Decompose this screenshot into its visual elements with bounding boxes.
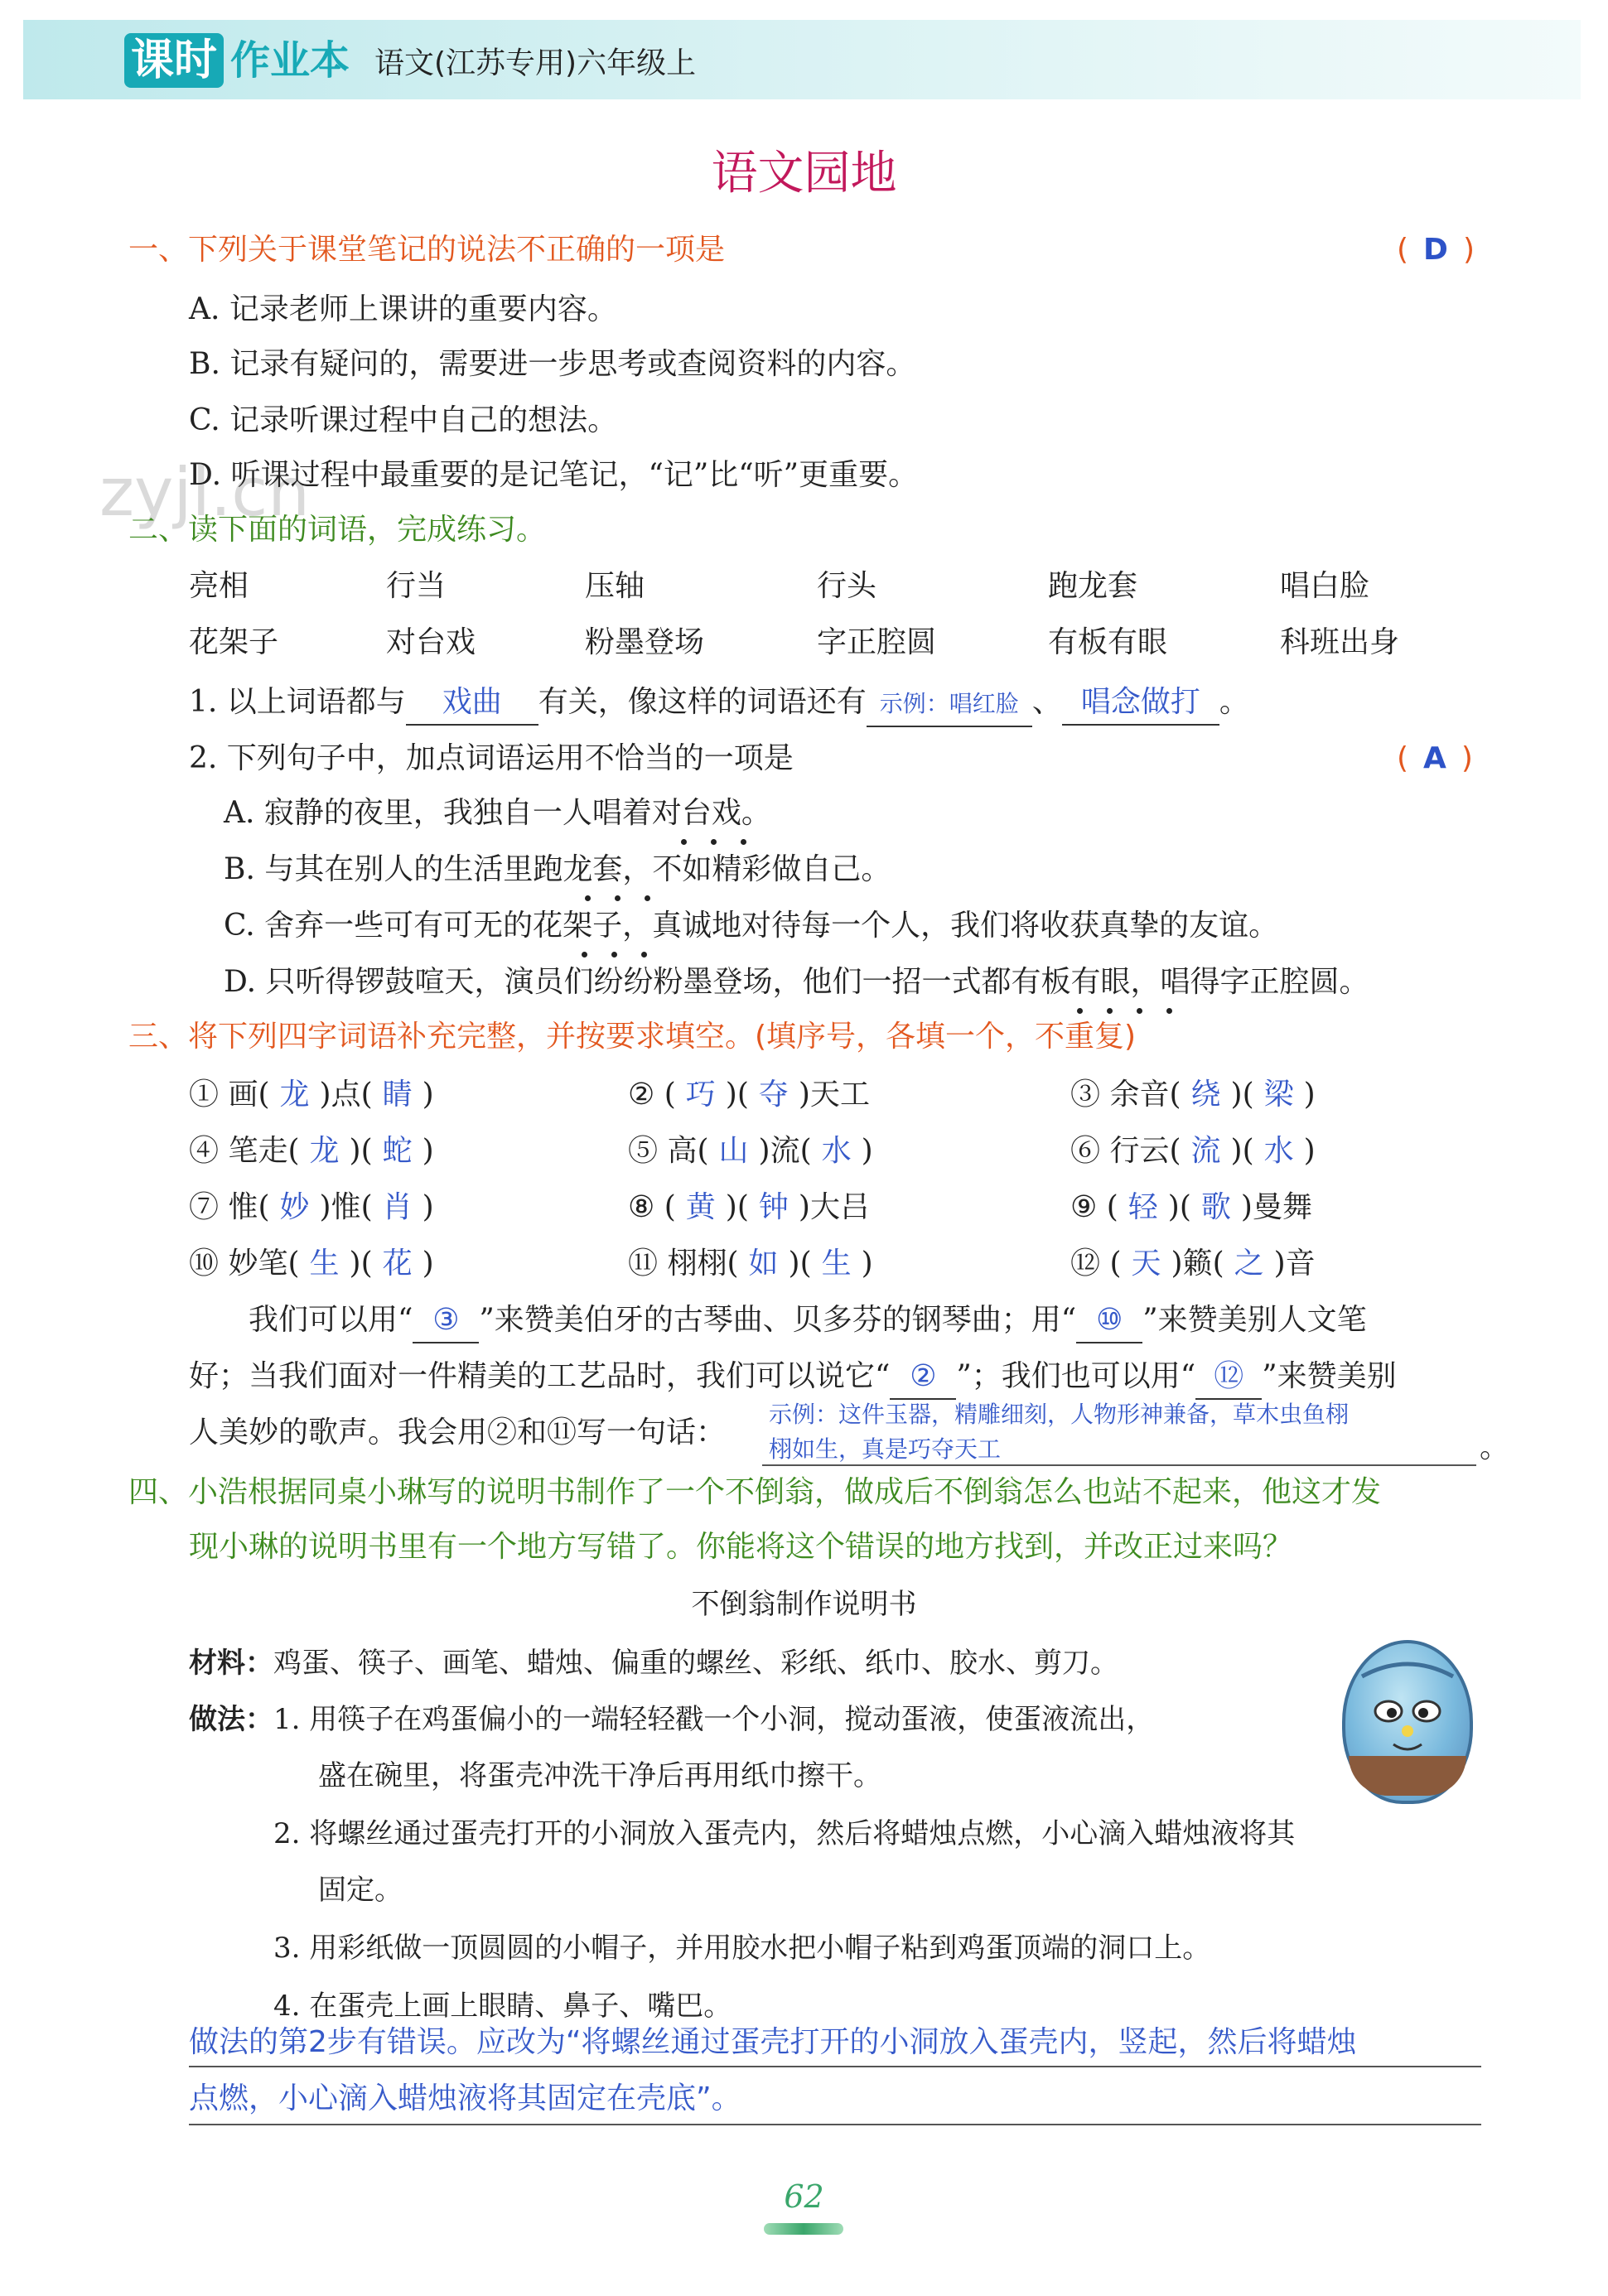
idiom-answer: 天	[1131, 1247, 1161, 1281]
method-step1-line2: 盛在碗里，将蛋壳冲洗干净后再用纸巾擦干。	[318, 1759, 881, 1792]
page-number: 62	[784, 2178, 824, 2215]
q2-sub2-answer-letter: A	[1423, 741, 1446, 775]
word-item: 有板有眼	[1048, 625, 1168, 659]
word-item: 字正腔圆	[817, 625, 937, 659]
word-item: 对台戏	[386, 625, 476, 659]
emphasis-dot	[741, 839, 746, 845]
idiom-answer: 山	[718, 1134, 749, 1168]
idiom-text: )(	[788, 1247, 812, 1281]
q3-text: ”；我们也可以用“	[956, 1359, 1196, 1393]
idiom-num: ⑥	[1070, 1134, 1101, 1168]
q3-answer: ③	[413, 1299, 479, 1343]
method-step2-line1: 2. 将螺丝通过蛋壳打开的小洞放入蛋壳内，然后将蜡烛点燃，小心滴入蜡烛液将其	[273, 1817, 1296, 1850]
q2-sub1-answer2: 示例：唱红脸	[867, 683, 1032, 727]
idiom-answer: 如	[748, 1247, 779, 1281]
q1-option-d: D. 听课过程中最重要的是记笔记，“记”比“听”更重要。	[189, 458, 919, 492]
idiom-text: )籁(	[1171, 1247, 1224, 1281]
manual-title: 不倒翁制作说明书	[691, 1588, 917, 1621]
q1-option-c: C. 记录听课过程中自己的想法。	[189, 403, 618, 437]
idiom-text: )(	[725, 1078, 749, 1112]
idiom-text: )曼舞	[1240, 1190, 1312, 1224]
idiom-num: ③	[1070, 1078, 1101, 1112]
idiom-answer: 轻	[1128, 1190, 1158, 1224]
q3-text: ”来赞美别	[1262, 1359, 1397, 1393]
q2-sub2-answer: ( A )	[1397, 741, 1473, 775]
idiom-text: )	[422, 1134, 434, 1168]
idiom-answer: 肖	[382, 1190, 413, 1224]
step-text: 1. 用筷子在鸡蛋偏小的一端轻轻戳一个小洞，搅动蛋液，使蛋液流出，	[273, 1703, 1155, 1736]
word-item: 压轴	[585, 569, 645, 603]
q1-answer: ( D )	[1397, 233, 1475, 267]
idiom-num: ⑪	[628, 1247, 659, 1281]
q4-answer-2: 点燃，小心滴入蜡烛液将其固定在壳底”。	[189, 2081, 741, 2115]
idiom-answer: 梁	[1263, 1078, 1294, 1112]
method-step4: 4. 在蛋壳上画上眼睛、鼻子、嘴巴。	[273, 1990, 732, 2023]
idiom-answer: 水	[1263, 1134, 1294, 1168]
idiom-text: )(	[1230, 1134, 1254, 1168]
idiom-item	[189, 1073, 434, 1117]
idiom-item	[189, 1186, 434, 1229]
idiom-text: )(	[349, 1247, 373, 1281]
q2-heading: 二、读下面的词语，完成练习。	[128, 513, 547, 547]
q3-heading: 三、将下列四字词语补充完整，并按要求填空。(填序号，各填一个，不重复)	[128, 1020, 1137, 1054]
idiom-num: ⑨	[1070, 1190, 1098, 1224]
idiom-text: 惟(	[228, 1190, 270, 1224]
idiom-text: )	[861, 1134, 873, 1168]
q3-paragraph-line2	[189, 1355, 1397, 1400]
idiom-num: ⑦	[189, 1190, 220, 1224]
idiom-item	[628, 1073, 870, 1117]
idiom-answer: 蛇	[382, 1134, 413, 1168]
q2-option-a: A. 寂静的夜里，我独自一人唱着对台戏。	[224, 796, 771, 830]
q1-option-b: B. 记录有疑问的，需要进一步思考或查阅资料的内容。	[189, 347, 916, 381]
q3-text: ”来赞美别人文笔	[1142, 1303, 1367, 1337]
q2-sub1-answer1: 戏曲	[406, 681, 538, 726]
idiom-text: 行云(	[1109, 1134, 1181, 1168]
q3-answer: ②	[890, 1355, 956, 1400]
answer-line	[189, 2124, 1481, 2125]
method-step1-line1	[189, 1698, 1154, 1741]
q3-answer: ⑫	[1195, 1355, 1262, 1400]
idiom-item	[628, 1242, 873, 1285]
q3-sentence-answer-1: 示例：这件玉器，精雕细刻，人物形神兼备，草木虫鱼栩	[769, 1401, 1350, 1428]
idiom-text: 妙笔(	[228, 1247, 300, 1281]
emphasis-dot	[645, 895, 650, 901]
idiom-text: (	[1109, 1247, 1122, 1281]
idiom-answer: 钟	[758, 1190, 789, 1224]
q2-sub1-text-a: 1. 以上词语都与	[189, 685, 406, 719]
q4-heading-2: 现小琳的说明书里有一个地方写错了。你能将这个错误的地方找到，并改正过来吗？	[189, 1530, 1293, 1564]
subject-label: 语文(江苏专用)六年级上	[374, 46, 697, 80]
idiom-text: )天工	[798, 1078, 870, 1112]
idiom-text: )(	[1167, 1190, 1191, 1224]
q1-option-a: A. 记录老师上课讲的重要内容。	[189, 292, 617, 326]
q3-paragraph-line3: 人美妙的歌声。我会用②和⑪写一句话：	[189, 1416, 727, 1449]
q3-text: 我们可以用“	[249, 1303, 413, 1337]
idiom-answer: 生	[821, 1247, 852, 1281]
emphasis-dot	[681, 839, 687, 845]
watermark: zyjl.cn	[99, 454, 310, 531]
q4-answer-1: 做法的第2步有错误。应改为“将螺丝通过蛋壳打开的小洞放入蛋壳内，竖起，然后将蜡烛	[189, 2025, 1357, 2059]
idiom-text: )	[1303, 1134, 1316, 1168]
logo: 课时	[124, 33, 224, 88]
idiom-item	[1070, 1242, 1316, 1285]
idiom-item	[1070, 1130, 1316, 1173]
q1-answer-letter: D	[1423, 233, 1448, 267]
emphasis-dot	[582, 952, 587, 957]
word-item: 唱白脸	[1280, 569, 1370, 603]
idiom-answer: 生	[309, 1247, 340, 1281]
idiom-text: )流(	[758, 1134, 812, 1168]
idiom-text: )点(	[319, 1078, 373, 1112]
idiom-text: )(	[349, 1134, 373, 1168]
emphasis-dot	[1166, 1008, 1172, 1014]
idiom-num: ①	[189, 1078, 220, 1112]
idiom-num: ⑫	[1070, 1247, 1101, 1281]
idiom-item	[1070, 1073, 1316, 1117]
idiom-text: )大吕	[798, 1190, 870, 1224]
idiom-text: )	[422, 1247, 434, 1281]
word-item: 行当	[386, 569, 447, 603]
idiom-answer: 龙	[279, 1078, 310, 1112]
q4-heading-1: 四、小浩根据同桌小琳写的说明书制作了一个不倒翁，做成后不倒翁怎么也站不起来，他这才发	[128, 1475, 1382, 1509]
word-item: 亮相	[189, 569, 249, 603]
idiom-text: )(	[1230, 1078, 1254, 1112]
idiom-text: )	[861, 1247, 873, 1281]
idiom-item	[189, 1130, 434, 1173]
idiom-answer: 流	[1190, 1134, 1221, 1168]
idiom-text: 画(	[228, 1078, 270, 1112]
idiom-item	[628, 1130, 873, 1173]
idiom-answer: 歌	[1200, 1190, 1231, 1224]
idiom-num: ⑧	[628, 1190, 655, 1224]
idiom-item	[189, 1242, 434, 1285]
emphasis-dot	[611, 952, 617, 957]
idiom-text: (	[1106, 1190, 1118, 1224]
idiom-text: (	[664, 1190, 676, 1224]
q3-sentence-answer-2: 栩如生，真是巧夺天工	[769, 1435, 1002, 1463]
q2-sub2: 2. 下列句子中，加点词语运用不恰当的一项是	[189, 741, 794, 775]
idiom-num: ②	[628, 1078, 655, 1112]
idiom-text: )	[422, 1078, 434, 1112]
idiom-item	[628, 1186, 870, 1229]
emphasis-dot	[615, 895, 621, 901]
word-item: 科班出身	[1280, 625, 1400, 659]
emphasis-dot	[1107, 1008, 1113, 1014]
q2-option-d: D. 只听得锣鼓喧天，演员们纷纷粉墨登场，他们一招一式都有板有眼，唱得字正腔圆。	[224, 965, 1369, 999]
q2-option-b: B. 与其在别人的生活里跑龙套，不如精彩做自己。	[224, 852, 891, 886]
idiom-answer: 黄	[685, 1190, 716, 1224]
q3-end: 。	[1480, 1430, 1510, 1464]
word-item: 粉墨登场	[585, 625, 705, 659]
page-number-ornament	[764, 2223, 843, 2235]
materials-text: 鸡蛋、筷子、画笔、蜡烛、偏重的螺丝、彩纸、纸巾、胶水、剪刀。	[273, 1647, 1118, 1680]
answer-line	[762, 1464, 1476, 1466]
emphasis-dot	[585, 895, 591, 901]
logo-text: 作业本	[230, 37, 350, 84]
idiom-num: ⑩	[189, 1247, 220, 1281]
q2-sub1-answer3: 唱念做打	[1062, 681, 1219, 726]
word-item: 跑龙套	[1048, 569, 1138, 603]
idiom-answer: 花	[382, 1247, 413, 1281]
idiom-text: )惟(	[319, 1190, 373, 1224]
answer-line	[189, 2066, 1481, 2067]
idiom-text: )音	[1273, 1247, 1316, 1281]
idiom-text: 笔走(	[228, 1134, 300, 1168]
idiom-answer: 夺	[758, 1078, 789, 1112]
idiom-answer: 睛	[382, 1078, 413, 1112]
idiom-text: 余音(	[1109, 1078, 1181, 1112]
idiom-text: (	[664, 1078, 676, 1112]
emphasis-dot	[641, 952, 647, 957]
idiom-text: 高(	[667, 1134, 709, 1168]
idiom-answer: 龙	[309, 1134, 340, 1168]
q2-option-c: C. 舍弃一些可有可无的花架子，真诚地对待每一个人，我们将收获真挚的友谊。	[224, 909, 1279, 943]
materials	[189, 1642, 1118, 1685]
q1-heading: 一、下列关于课堂笔记的说法不正确的一项是	[128, 233, 726, 267]
word-item: 行头	[817, 569, 877, 603]
idiom-num: ④	[189, 1134, 220, 1168]
q3-answer: ⑩	[1076, 1299, 1142, 1343]
idiom-answer: 水	[821, 1134, 852, 1168]
q2-sub1-sep: 、	[1031, 685, 1062, 719]
q3-paragraph-line1	[249, 1299, 1367, 1343]
idiom-text: 栩栩(	[667, 1247, 739, 1281]
word-item: 花架子	[189, 625, 279, 659]
idiom-answer: 巧	[685, 1078, 716, 1112]
idiom-text: )	[1303, 1078, 1316, 1112]
emphasis-dot	[1077, 1008, 1083, 1014]
method-label: 做法：	[189, 1703, 273, 1736]
q2-sub1	[189, 681, 1249, 727]
q3-text: 好；当我们面对一件精美的工艺品时，我们可以说它“	[189, 1359, 891, 1393]
idiom-answer: 妙	[279, 1190, 310, 1224]
method-step3: 3. 用彩纸做一顶圆圆的小帽子，并用胶水把小帽子粘到鸡蛋顶端的洞口上。	[273, 1932, 1211, 1965]
idiom-num: ⑤	[628, 1134, 659, 1168]
q3-text: ”来赞美伯牙的古琴曲、贝多芬的钢琴曲；用“	[479, 1303, 1077, 1337]
materials-label: 材料：	[189, 1647, 273, 1680]
page-title: 语文园地	[711, 147, 897, 200]
q2-sub1-text-b: 有关，像这样的词语还有	[538, 685, 867, 719]
method-step2-line2: 固定。	[318, 1874, 403, 1907]
emphasis-dot	[1137, 1008, 1142, 1014]
idiom-item	[1070, 1186, 1312, 1229]
idiom-answer: 绕	[1190, 1078, 1221, 1112]
idiom-answer: 之	[1234, 1247, 1264, 1281]
idiom-text: )	[422, 1190, 434, 1224]
q2-sub1-end: 。	[1219, 685, 1249, 719]
emphasis-dot	[711, 839, 717, 845]
idiom-text: )(	[725, 1190, 749, 1224]
